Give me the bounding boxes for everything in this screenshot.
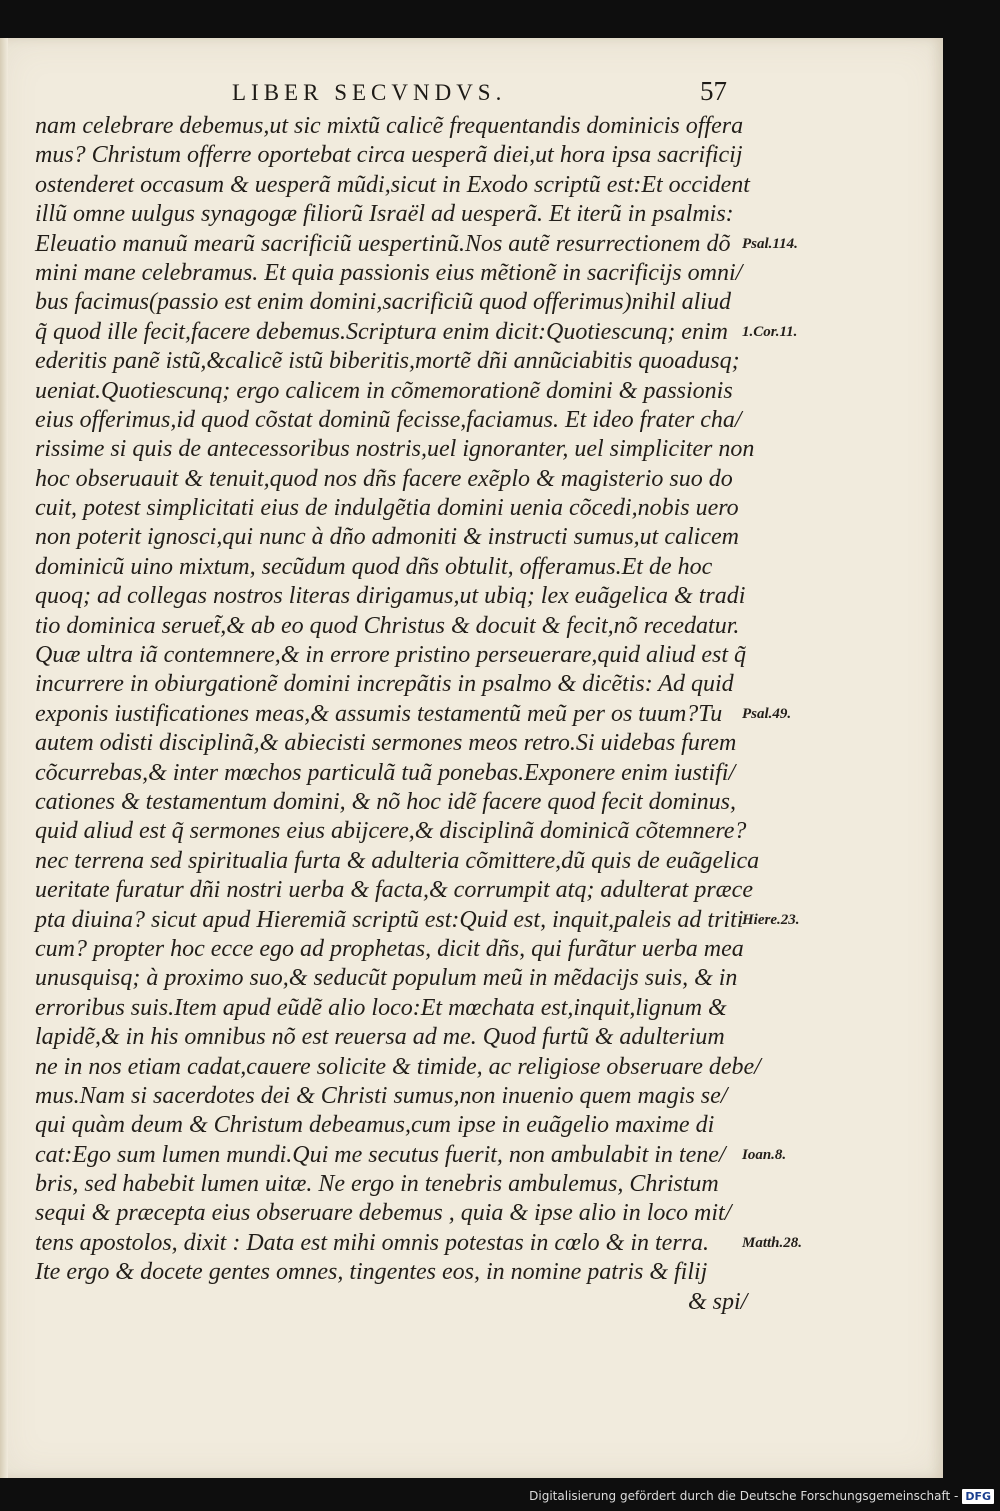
text-line: erroribus suis.Item apud eũdẽ alio loco:Et mœchata est,inquit,lignum & — [35, 994, 727, 1021]
text-line: illũ omne uulgus synagogæ filiorũ Israël ad uesperã. Et iterũ in psalmis: — [35, 201, 734, 228]
text-line: ueniat.Quotiescunq; ergo calicem in cõmemorationẽ domini & passionis — [35, 377, 733, 404]
text-line: cum? propter hoc ecce ego ad prophetas, dicit dñs, qui furãtur uerba mea — [35, 935, 744, 962]
text-line: non poterit ignosci,qui nunc à dño admoniti & instructi sumus,ut calicem — [35, 524, 739, 551]
text-line: tens apostolos, dixit : Data est mihi omnis potestas in cœlo & in terra. — [35, 1229, 709, 1256]
text-line: bus facimus(passio est enim domini,sacrificiũ quod offerimus)nihil aliud — [35, 289, 731, 316]
text-line: autem odisti disciplinã,& abiecisti sermones meos retro.Si uidebas furem — [35, 730, 737, 757]
margin-reference: Matth.28. — [742, 1235, 803, 1252]
text-line: qui quàm deum & Christum debeamus,cum ipse in euãgelio maxime di — [35, 1112, 715, 1139]
margin-reference: Psal.114. — [742, 235, 798, 252]
text-line: quoq; ad collegas nostros literas dirigamus,ut ubiq; lex euãgelica & tradi — [35, 583, 746, 610]
text-line: q̃ quod ille fecit,facere debemus.Scriptura enim dicit:Quotiescunq; enim — [35, 318, 728, 345]
text-line: bris, sed habebit lumen uitæ. Ne ergo in tenebris ambulemus, Christum — [35, 1171, 719, 1198]
text-line: mini mane celebramus. Et quia passionis eius mẽtionẽ in sacrificijs omni/ — [35, 259, 743, 286]
text-line: tio dominica seruet̃,& ab eo quod Christus & docuit & fecit,nõ recedatur. — [35, 612, 740, 639]
text-line: cõcurrebas,& inter mœchos particulã tuã ponebas.Exponere enim iustifi/ — [35, 759, 736, 786]
page-number: 57 — [700, 76, 727, 106]
text-line: mus? Christum offerre oportebat circa uesperã diei,ut hora ipsa sacrificij — [35, 142, 743, 169]
margin-reference: Hiere.23. — [742, 911, 800, 928]
text-line: cuit, potest simplicitati eius de indulgẽtia domini uenia cõcedi,nobis uero — [35, 495, 739, 522]
credit-text: Digitalisierung gefördert durch die Deutsche Forschungsgemeinschaft - — [529, 1489, 959, 1503]
text-line: pta diuina? sicut apud Hieremiã scriptũ est:Quid est, inquit,paleis ad triti — [35, 906, 744, 933]
text-line: ostenderet occasum & uesperã mũdi,sicut in Exodo scriptũ est:Et occident — [35, 171, 750, 198]
text-line: cat:Ego sum lumen mundi.Qui me secutus fuerit, non ambulabit in tene/ — [35, 1141, 726, 1168]
text-line: rissime si quis de antecessoribus nostris,uel ignoranter, uel simpliciter non — [35, 436, 755, 463]
text-line: lapidẽ,& in his omnibus nõ est reuersa ad me. Quod furtũ & adulterium — [35, 1024, 725, 1051]
text-line: ne in nos etiam cadat,cauere solicite & timide, ac religiose obseruare debe/ — [35, 1053, 761, 1080]
text-line: sequi & præcepta eius obseruare debemus , quia & ipse alio in loco mit/ — [35, 1200, 732, 1227]
text-line: hoc obseruauit & tenuit,quod nos dñs facere exẽplo & magisterio suo do — [35, 465, 733, 492]
text-line: nec terrena sed spiritualia furta & adulteria cõmittere,dũ quis de euãgelica — [35, 847, 760, 874]
body-text — [35, 112, 761, 1317]
text-line: Quæ ultra iã contemnere,& in errore pristino perseuerare,quid aliud est q̃ — [35, 642, 747, 669]
text-line: exponis iustificationes meas,& assumis testamentũ meũ per os tuum?Tu — [35, 700, 723, 727]
text-line: quid aliud est q̃ sermones eius abijcere,& disciplinã dominicã cõtemnere? — [35, 818, 747, 845]
text-line: ueritate furatur dñi nostri uerba & facta,& corrumpit atq; adulterat præce — [35, 877, 753, 904]
text-line: Eleuatio manuũ mearũ sacrificiũ uespertinũ.Nos autẽ resurrectionem dõ — [35, 230, 731, 257]
text-line: Ite ergo & docete gentes omnes, tingentes eos, in nomine patris & filij — [35, 1259, 708, 1286]
book-page — [0, 38, 943, 1478]
text-line: incurrere in obiurgationẽ domini increpãtis in psalmo & dicẽtis: Ad quid — [35, 671, 734, 698]
text-line: eius offerimus,id quod cõstat dominũ fecisse,faciamus. Et ideo frater cha/ — [35, 406, 742, 433]
text-line: mus.Nam si sacerdotes dei & Christi sumus,non inuenio quem magis se/ — [35, 1082, 728, 1109]
margin-reference: Ioan.8. — [742, 1147, 787, 1163]
margin-reference: Psal.49. — [742, 706, 792, 722]
margin-reference: 1.Cor.11. — [742, 323, 798, 340]
page-gutter-edge — [0, 38, 8, 1478]
text-line: ederitis panẽ istũ,&calicẽ istũ biberitis,mortẽ dñi annũciabitis quoadusq; — [35, 348, 740, 375]
text-line: & spi/ — [688, 1288, 748, 1315]
dfg-logo: DFG — [962, 1489, 994, 1504]
text-line: cationes & testamentum domini, & nõ hoc idẽ facere quod fecit dominus, — [35, 788, 736, 815]
text-line: unusquisq; à proximo suo,& seducũt populum meũ in mẽdacijs suis, & in — [35, 965, 738, 992]
text-line: nam celebrare debemus,ut sic mixtũ calicẽ frequentandis dominicis offera — [35, 113, 744, 139]
running-title: LIBER SECVNDVS. — [232, 80, 507, 105]
text-line: dominicũ uino mixtum, secũdum quod dñs obtulit, offeramus.Et de hoc — [35, 553, 713, 580]
digitization-credit — [529, 1483, 994, 1509]
